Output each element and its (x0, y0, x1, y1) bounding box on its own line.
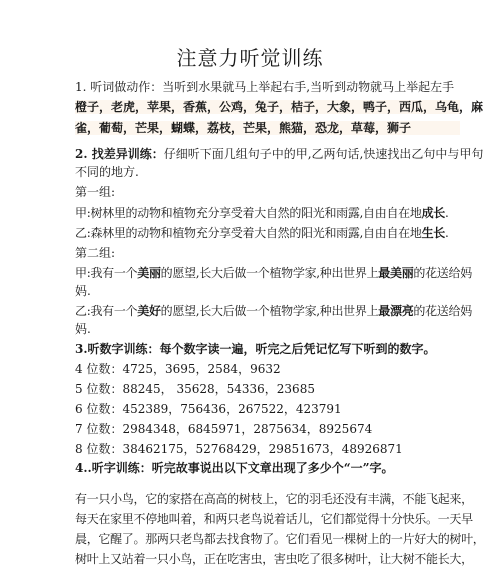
g1-b-end: . (444, 226, 449, 240)
g1-a-text: 甲:树林里的动物和植物充分享受着大自然的阳光和雨露,自由自在地 (75, 206, 422, 220)
g1-b-diff: 生长 (421, 226, 445, 240)
g2-b-diff2: 最漂亮 (378, 304, 414, 318)
g2-b-text1: 乙:我有一个 (75, 304, 138, 318)
section1-words-line1: 橙子，老虎，苹果，香蕉，公鸡，兔子，桔子，大象，鸭子，西瓜，乌龟，麻 (75, 100, 484, 114)
group2-label: 第二组: (75, 246, 116, 260)
section1-words-line2: 雀，葡萄，芒果，蝴蝶，荔枝，芒果，熊猫，恐龙，草莓，狮子 (75, 121, 460, 135)
digits-row: 8 位数：38462175，52768429，29851673，48926871 (75, 442, 403, 456)
group2-sentence-b-cont: 妈. (75, 322, 91, 336)
g2-a-diff2: 最美丽 (378, 266, 414, 280)
section4-heading: 4..听字训练：听完故事说出以下文章出现了多少个“一”字。 (75, 461, 394, 475)
group2-sentence-b (75, 304, 472, 318)
page-title: 注意力听觉训练 (176, 46, 324, 70)
story-line: 晨，它醒了。那两只老鸟都去找食物了。它们看见一棵树上的一片好大的树叶， (75, 532, 485, 546)
g1-a-end: . (444, 206, 449, 220)
digits-row: 5 位数：88245， 35628，54336，23685 (75, 382, 315, 396)
digits-row: 7 位数：2984348，6845971，2875634，8925674 (75, 422, 373, 436)
section2-line1 (75, 147, 484, 161)
section3-heading: 3.听数字训练：每个数字读一遍，听完之后凭记忆写下听到的数字。 (75, 342, 436, 356)
g2-a-text2: 的愿望,长大后做一个植物学家,种出世界上 (160, 266, 379, 280)
section1-intro: 1. 听词做动作：当听到水果就马上举起右手,当听到动物就马上举起左手 (75, 80, 455, 94)
group1-label: 第一组: (75, 185, 116, 199)
section2-line2: 不同的地方. (75, 165, 139, 179)
group1-sentence-b (75, 226, 460, 240)
group2-sentence-a-cont: 妈. (75, 284, 91, 298)
g2-b-text3: 的花送给妈 (413, 304, 472, 318)
digits-row: 4 位数：4725，3695，2584，9632 (75, 362, 281, 376)
g2-b-diff1: 美好 (137, 304, 161, 318)
g1-a-diff: 成长 (421, 206, 445, 220)
group2-sentence-a (75, 266, 472, 280)
story-line: 树叶上又站着一只小鸟，正在吃害虫，害虫吃了很多树叶，让大树不能长大， (75, 552, 473, 566)
g2-a-diff1: 美丽 (137, 266, 161, 280)
section2-heading: 2. 找差异训练： (75, 147, 164, 161)
section2-text: 仔细听下面几组句子中的甲,乙两句话,快速找出乙句中与甲句 (163, 147, 484, 161)
g1-b-text: 乙:森林里的动物和植物充分享受着大自然的阳光和雨露,自由自在地 (75, 226, 422, 240)
g2-a-text1: 甲:我有一个 (75, 266, 138, 280)
story-line: 有一只小鸟，它的家搭在高高的树枝上，它的羽毛还没有丰满，不能飞起来， (75, 492, 473, 506)
g2-b-text2: 的愿望,长大后做一个植物学家,种出世界上 (160, 304, 379, 318)
digits-row: 6 位数：452389，756436，267522，423791 (75, 402, 342, 416)
story-line: 每天在家里不停地叫着，和两只老鸟说着话儿，它们都觉得十分快乐。一天早 (75, 512, 473, 526)
group1-sentence-a (75, 206, 460, 220)
g2-a-text3: 的花送给妈 (413, 266, 472, 280)
